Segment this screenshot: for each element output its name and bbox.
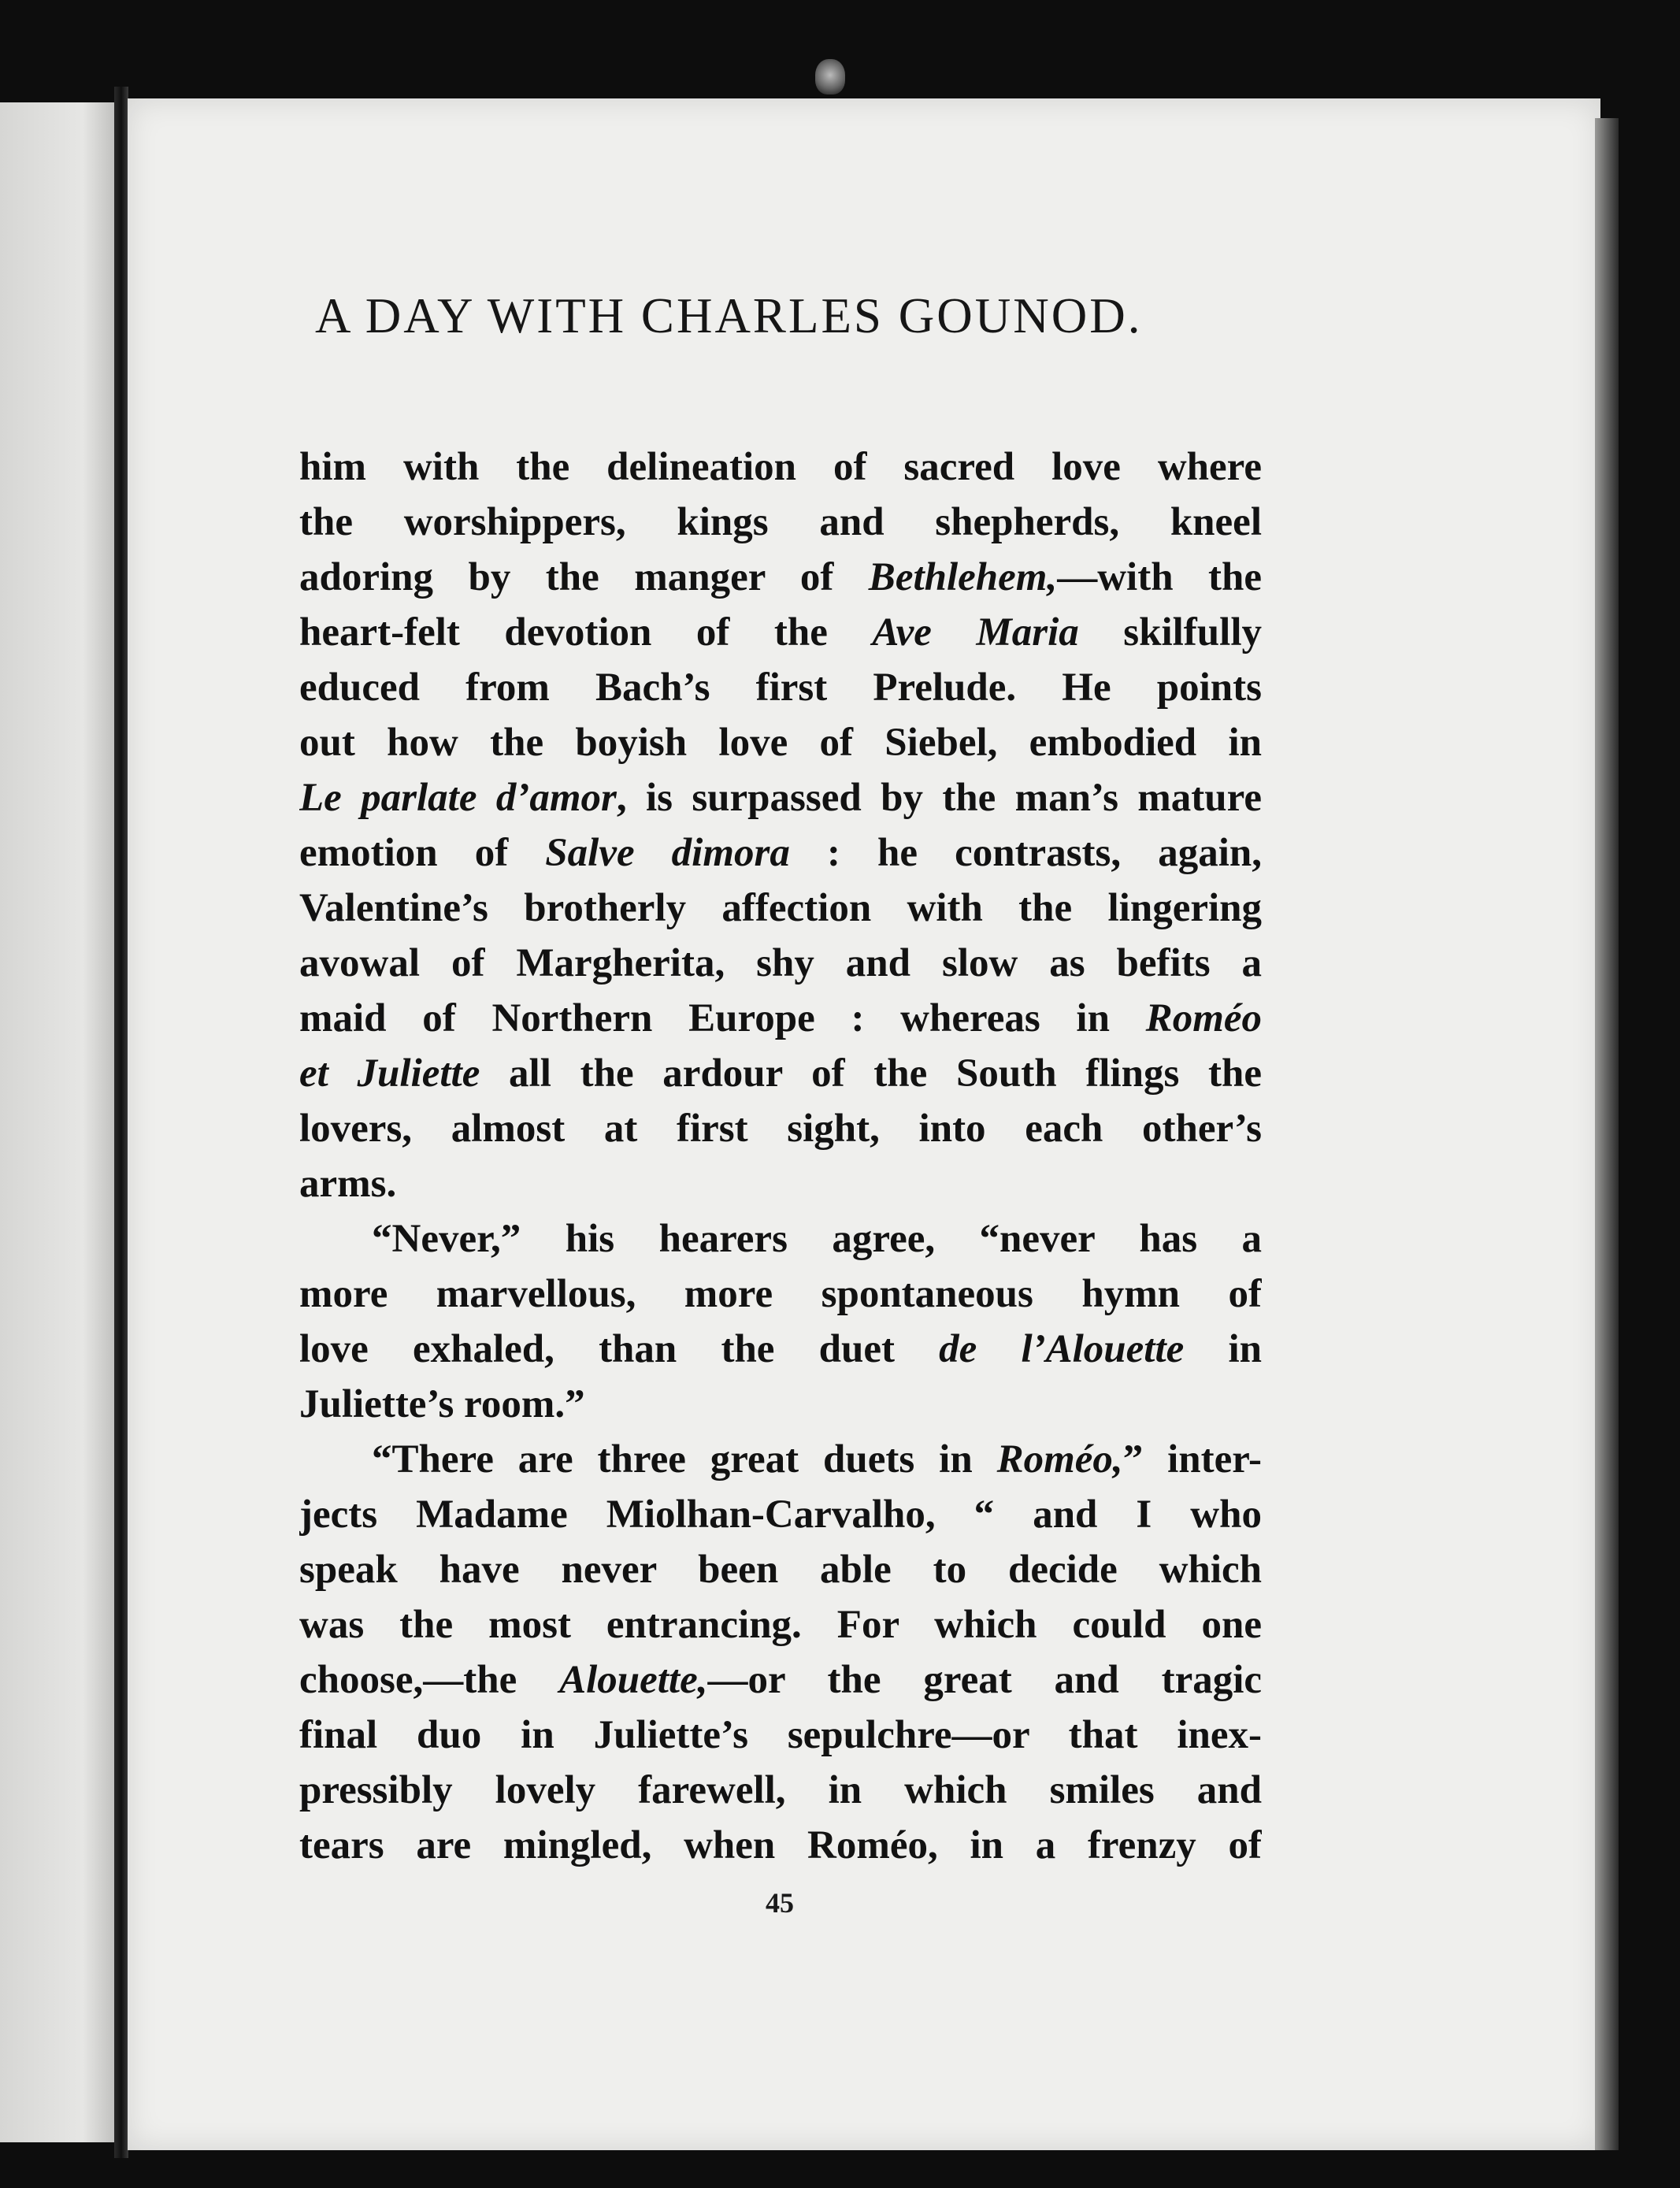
text-line: avowal of Margherita, shy and slow as befits a: [299, 941, 1262, 985]
italic-title: et Juliette: [299, 1051, 480, 1096]
text-line: emotion of Salve dimora : he contrasts, again,: [299, 831, 1262, 875]
text-line: tears are mingled, when Roméo, in a frenzy of: [299, 1823, 1262, 1867]
text-line: Le parlate d’amor, is surpassed by the man’s mature: [299, 776, 1262, 820]
running-head: A DAY WITH CHARLES GOUNOD.: [315, 288, 1143, 343]
page-number: 45: [766, 1887, 794, 1919]
text-line: speak have never been able to decide which: [299, 1548, 1262, 1592]
text-line: “There are three great duets in Roméo,” inter-: [372, 1437, 1262, 1482]
text-line: out how the boyish love of Siebel, embodied in: [299, 721, 1262, 765]
text-line: maid of Northern Europe : whereas in Roméo: [299, 996, 1262, 1040]
italic-title: de l’Alouette: [939, 1327, 1185, 1371]
italic-title: Alouette,: [559, 1658, 708, 1702]
text-line: heart-felt devotion of the Ave Maria skilfully: [299, 610, 1262, 655]
text-line: educed from Bach’s first Prelude. He points: [299, 666, 1262, 710]
text-line: lovers, almost at first sight, into each other’s: [299, 1107, 1262, 1151]
italic-title: Roméo,: [996, 1437, 1123, 1482]
book-gutter: [114, 87, 128, 2158]
text-line: was the most entrancing. For which could one: [299, 1603, 1262, 1647]
text-line: the worshippers, kings and shepherds, kneel: [299, 500, 1262, 544]
text-line: adoring by the manger of Bethlehem,—with the: [299, 555, 1262, 599]
text-line: jects Madame Miolhan-Carvalho, “ and I who: [299, 1493, 1262, 1537]
italic-title: Le parlate d’amor: [299, 776, 617, 820]
text-line: Valentine’s brotherly affection with the lingering: [299, 886, 1262, 930]
italic-title: Salve dimora: [545, 831, 790, 875]
text-line: “Never,” his hearers agree, “never has a: [372, 1217, 1262, 1261]
text-line: more marvellous, more spontaneous hymn of: [299, 1272, 1262, 1316]
text-line: him with the delineation of sacred love where: [299, 445, 1262, 489]
italic-title: Roméo: [1145, 996, 1262, 1040]
text-line: arms.: [299, 1162, 397, 1206]
italic-title: Bethlehem,: [868, 555, 1058, 599]
body-text: [299, 439, 1262, 1873]
text-line: Juliette’s room.”: [299, 1382, 585, 1426]
text-line: love exhaled, than the duet de l’Alouette in: [299, 1327, 1262, 1371]
text-line: final duo in Juliette’s sepulchre—or that inex-: [299, 1713, 1262, 1757]
text-line: pressibly lovely farewell, in which smiles and: [299, 1768, 1262, 1812]
italic-title: Ave Maria: [872, 610, 1079, 655]
facing-page-edge: [0, 102, 118, 2142]
page-edge-shadow: [1595, 118, 1619, 2150]
text-line: et Juliette all the ardour of the South flings the: [299, 1051, 1262, 1096]
text-line: choose,—the Alouette,—or the great and tragic: [299, 1658, 1262, 1702]
binding-mark: [815, 59, 845, 95]
